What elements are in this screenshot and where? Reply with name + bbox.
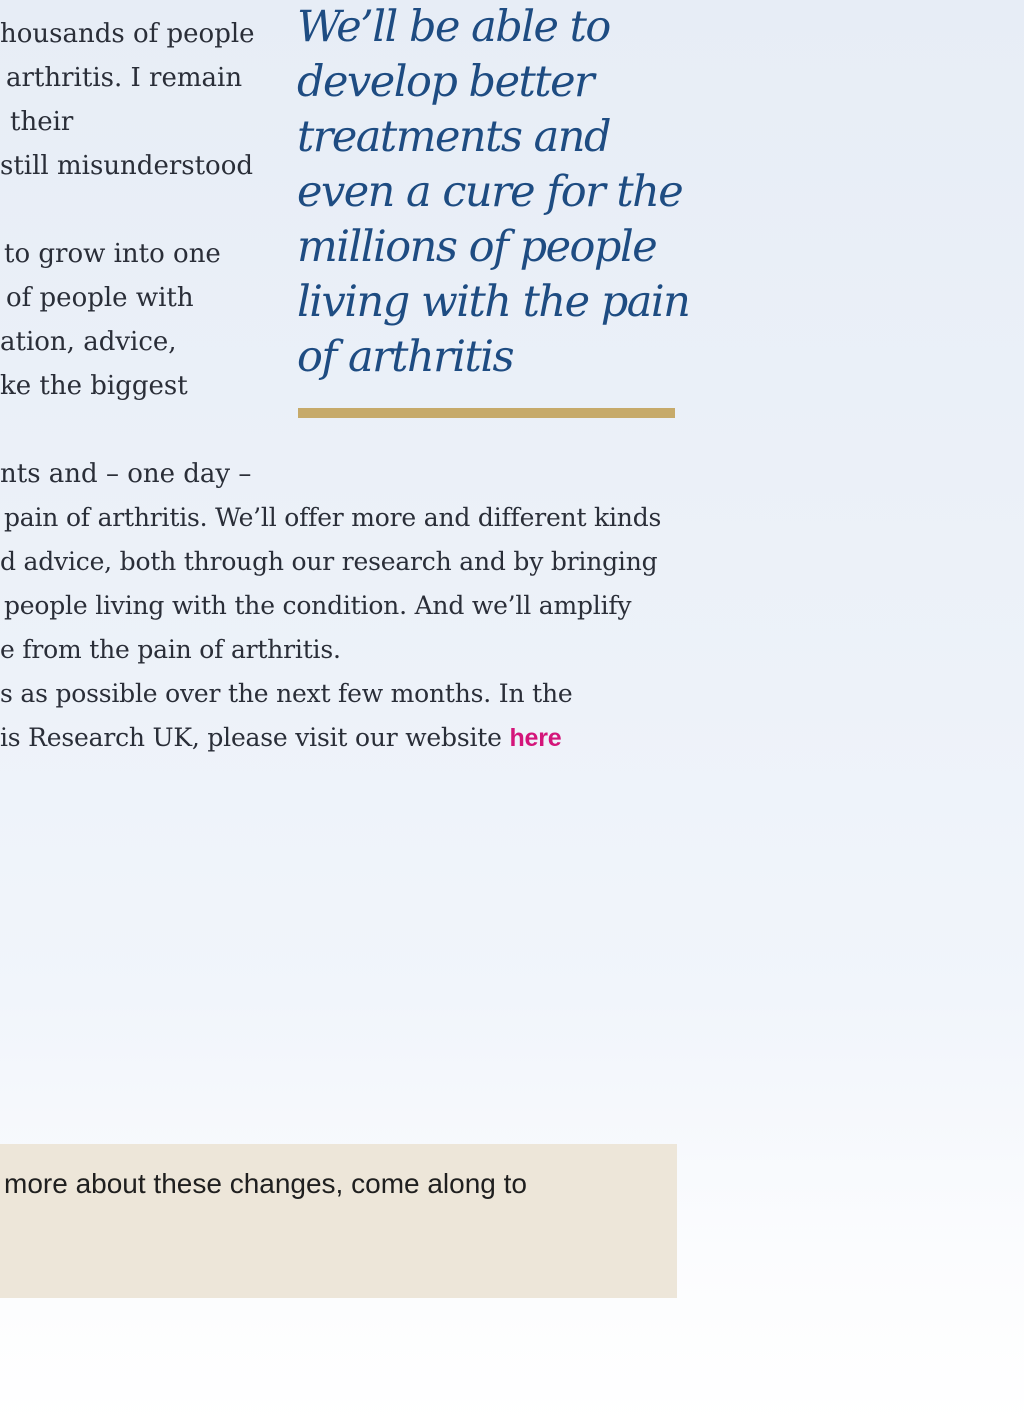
- body-text-line: ke the biggest: [0, 371, 188, 401]
- body-text-line: pain of arthritis. We’ll offer more and different kinds: [4, 503, 662, 532]
- pull-quote-line: develop better: [297, 57, 594, 107]
- body-text-prefix: is Research UK, please visit our website: [0, 723, 510, 752]
- body-text-line: arthritis. I remain: [6, 63, 243, 93]
- body-text-line: nts and – one day –: [0, 459, 252, 489]
- body-text-line: e from the pain of arthritis.: [0, 635, 341, 664]
- callout-box: [0, 1144, 677, 1298]
- body-text-line: people living with the condition. And we’ll amplify: [4, 591, 632, 620]
- pull-quote-line: of arthritis: [297, 332, 514, 382]
- pull-quote-line: millions of people: [297, 222, 657, 272]
- pull-quote-line: treatments and: [297, 112, 610, 162]
- body-text-line: housands of people: [0, 19, 255, 49]
- pull-quote-rule: [298, 408, 675, 418]
- body-text-line: d advice, both through our research and by bringing: [0, 547, 658, 576]
- pull-quote-line: even a cure for the: [297, 167, 683, 217]
- body-text-line: of people with: [6, 283, 194, 313]
- body-text-line: to grow into one: [4, 239, 221, 269]
- body-text-line-with-link: [0, 716, 561, 760]
- pull-quote-line: living with the pain: [297, 277, 690, 327]
- website-link[interactable]: here: [509, 724, 562, 752]
- body-text-line: s as possible over the next few months. In the: [0, 679, 573, 708]
- callout-text: more about these changes, come along to: [4, 1168, 528, 1199]
- pull-quote-line: We’ll be able to: [297, 2, 610, 52]
- body-text-line: their: [10, 107, 74, 137]
- body-text-line: ation, advice,: [0, 327, 177, 357]
- pull-quote: [297, 0, 689, 385]
- body-text-line: still misunderstood: [0, 151, 254, 181]
